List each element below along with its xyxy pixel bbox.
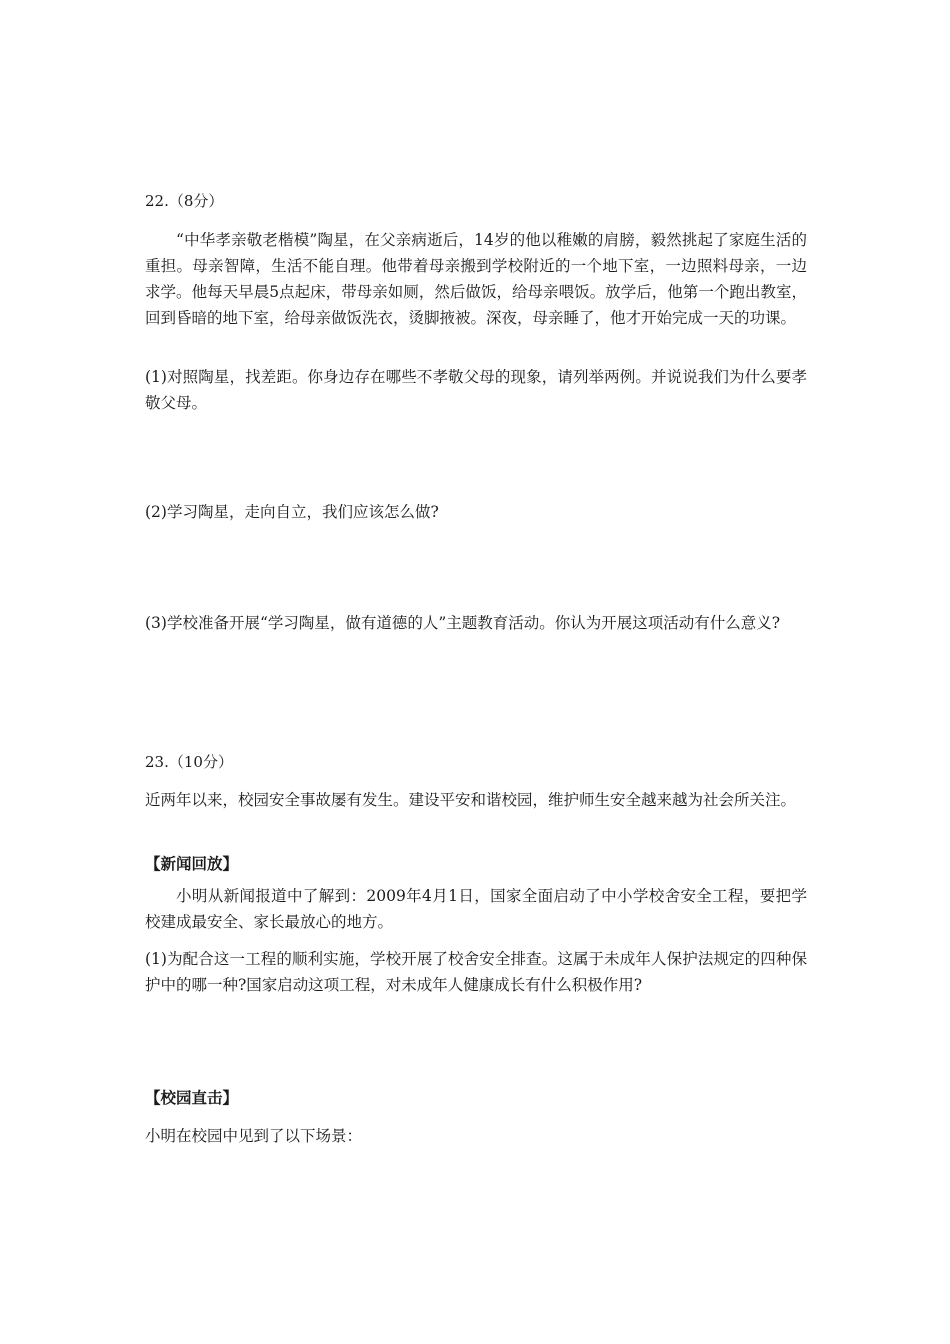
news-paragraph: 小明从新闻报道中了解到：2009年4月1日，国家全面启动了中小学校舍安全工程，要把学校建成最安全、家长最放心的地方。 bbox=[145, 887, 807, 931]
section-campus-title: 【校园直击】 bbox=[145, 1088, 239, 1107]
campus-paragraph: 小明在校园中见到了以下场景： bbox=[145, 1127, 363, 1145]
question-23-header: 23.（10分） bbox=[145, 753, 233, 771]
question-22-passage: “中华孝亲敬老楷模”陶星，在父亲病逝后，14岁的他以稚嫩的肩膀，毅然挑起了家庭生活的重担。母亲智障，生活不能自理。他带着母亲搬到学校附近的一个地下室，一边照料母亲，一边求学。他每天早晨5点起床，带母亲如厕，然后做饭，给母亲喂饭。放学后，他第一个跑出教室，回到昏暗的地下室，给母亲做饭洗衣，烫脚掖被。深夜，母亲睡了，他才开始完成一天的功课。 bbox=[145, 231, 807, 327]
question-22-sub2: (2)学习陶星，走向自立，我们应该怎么做? bbox=[145, 503, 439, 521]
question-22-sub1: (1)对照陶星，找差距。你身边存在哪些不孝敬父母的现象，请列举两例。并说说我们为什么要孝敬父母。 bbox=[145, 368, 807, 412]
question-22-header: 22.（8分） bbox=[145, 192, 224, 210]
question-23-intro: 近两年以来，校园安全事故屡有发生。建设平安和谐校园，维护师生安全越来越为社会所关注。 bbox=[145, 791, 797, 809]
section-news-replay-title: 【新闻回放】 bbox=[145, 854, 239, 873]
question-22-sub3: (3)学校准备开展“学习陶星，做有道德的人”主题教育活动。你认为开展这项活动有什么意义? bbox=[145, 614, 781, 632]
question-23-sub1: (1)为配合这一工程的顺利实施，学校开展了校舍安全排查。这属于未成年人保护法规定的四种保护中的哪一种?国家启动这项工程，对未成年人健康成长有什么积极作用? bbox=[145, 950, 807, 994]
